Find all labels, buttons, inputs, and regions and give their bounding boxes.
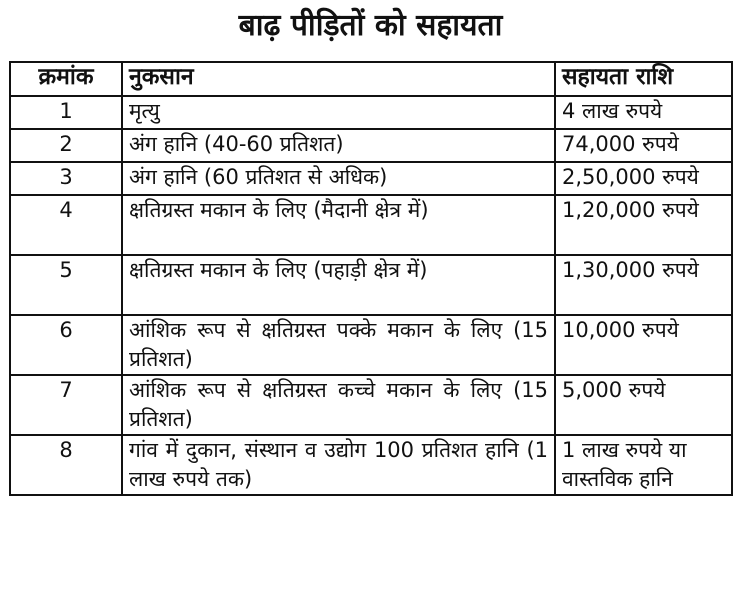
serial-cell: 5 xyxy=(10,255,122,315)
serial-cell: 7 xyxy=(10,375,122,435)
loss-cell: आंशिक रूप से क्षतिग्रस्त पक्के मकान के लिए (15 प्रतिशत) xyxy=(122,315,555,375)
serial-cell: 1 xyxy=(10,96,122,129)
column-header-serial: क्रमांक xyxy=(10,62,122,96)
loss-cell: आंशिक रूप से क्षतिग्रस्त कच्चे मकान के लिए (15 प्रतिशत) xyxy=(122,375,555,435)
relief-table xyxy=(9,61,733,496)
column-header-amount: सहायता राशि xyxy=(555,62,732,96)
table-row xyxy=(10,255,732,315)
serial-cell: 6 xyxy=(10,315,122,375)
amount-cell: 1,20,000 रुपये xyxy=(555,195,732,255)
column-header-loss: नुकसान xyxy=(122,62,555,96)
loss-cell: क्षतिग्रस्त मकान के लिए (पहाड़ी क्षेत्र में) xyxy=(122,255,555,315)
loss-cell: अंग हानि (60 प्रतिशत से अधिक) xyxy=(122,162,555,195)
loss-cell: क्षतिग्रस्त मकान के लिए (मैदानी क्षेत्र में) xyxy=(122,195,555,255)
loss-cell: गांव में दुकान, संस्थान व उद्योग 100 प्रतिशत हानि (1 लाख रुपये तक) xyxy=(122,435,555,495)
amount-cell: 1,30,000 रुपये xyxy=(555,255,732,315)
table-row xyxy=(10,96,732,129)
table-row xyxy=(10,375,732,435)
table-row xyxy=(10,162,732,195)
amount-cell: 2,50,000 रुपये xyxy=(555,162,732,195)
table-row xyxy=(10,435,732,495)
amount-cell: 1 लाख रुपये या वास्तविक हानि xyxy=(555,435,732,495)
table-row xyxy=(10,315,732,375)
page-title: बाढ़ पीड़ितों को सहायता xyxy=(238,8,503,43)
loss-cell: अंग हानि (40-60 प्रतिशत) xyxy=(122,129,555,162)
serial-cell: 3 xyxy=(10,162,122,195)
amount-cell: 10,000 रुपये xyxy=(555,315,732,375)
amount-cell: 4 लाख रुपये xyxy=(555,96,732,129)
serial-cell: 4 xyxy=(10,195,122,255)
table-row xyxy=(10,195,732,255)
serial-cell: 8 xyxy=(10,435,122,495)
table-row xyxy=(10,129,732,162)
loss-cell: मृत्यु xyxy=(122,96,555,129)
amount-cell: 74,000 रुपये xyxy=(555,129,732,162)
amount-cell: 5,000 रुपये xyxy=(555,375,732,435)
serial-cell: 2 xyxy=(10,129,122,162)
table-header-row xyxy=(10,62,732,96)
